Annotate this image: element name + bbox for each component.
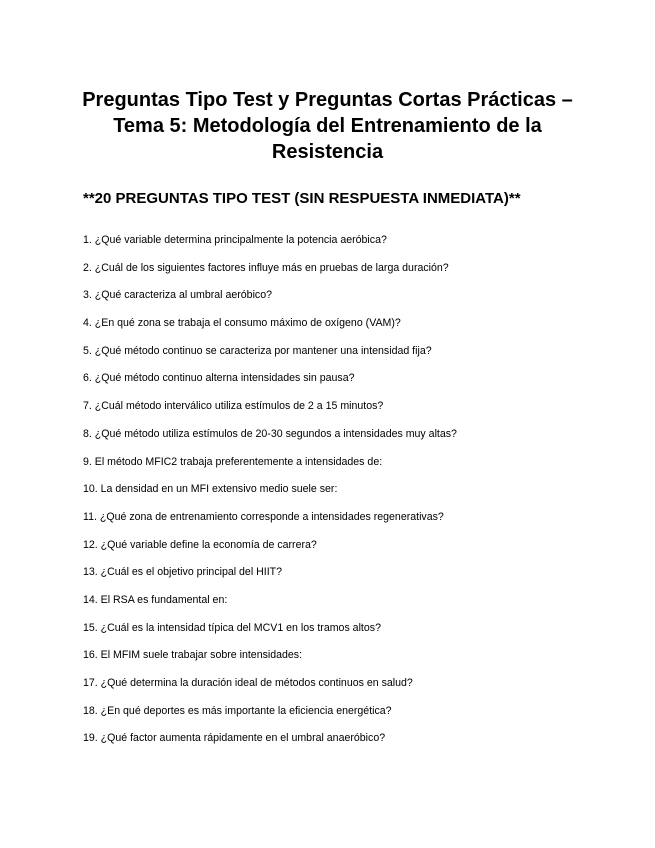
question-list [83,231,457,757]
question-item: 14. El RSA es fundamental en: [83,593,228,606]
question-item: 8. ¿Qué método utiliza estímulos de 20-30 segundos a intensidades muy altas? [83,427,457,440]
question-item: 17. ¿Qué determina la duración ideal de métodos continuos en salud? [83,677,413,689]
question-item: 3. ¿Qué caracteriza al umbral aeróbico? [83,289,273,302]
title-line: Resistencia [271,141,384,163]
question-item: 16. El MFIM suele trabajar sobre intensidades: [83,649,303,662]
question-item: 5. ¿Qué método continuo se caracteriza por mantener una intensidad fija? [83,344,432,357]
question-item: 6. ¿Qué método continuo alterna intensidades sin pausa? [83,372,355,385]
question-item: 15. ¿Cuál es la intensidad típica del MCV1 en los tramos altos? [83,621,381,634]
question-item: 11. ¿Qué zona de entrenamiento corresponde a intensidades regenerativas? [83,510,444,523]
document-title [60,87,595,165]
question-item: 19. ¿Qué factor aumenta rápidamente en el umbral anaeróbico? [83,732,386,745]
question-item: 10. La densidad en un MFI extensivo medio suele ser: [83,483,338,496]
question-item: 1. ¿Qué variable determina principalmente la potencia aeróbica? [83,234,387,246]
question-item: 12. ¿Qué variable define la economía de carrera? [83,538,317,551]
question-item: 13. ¿Cuál es el objetivo principal del HIIT? [83,566,283,579]
question-item: 9. El método MFIC2 trabaja preferentemente a intensidades de: [83,455,383,468]
question-item: 4. ¿En qué zona se trabaja el consumo máximo de oxígeno (VAM)? [83,317,401,330]
title-line: Tema 5: Metodología del Entrenamiento de la [113,115,542,137]
section-heading: **20 PREGUNTAS TIPO TEST (SIN RESPUESTA INMEDIATA)** [83,190,521,207]
question-item: 18. ¿En qué deportes es más importante la eficiencia energética? [83,704,392,717]
question-item: 7. ¿Cuál método interválico utiliza estímulos de 2 a 15 minutos? [83,400,384,413]
question-item: 2. ¿Cuál de los siguientes factores influye más en pruebas de larga duración? [83,261,449,274]
title-line: Preguntas Tipo Test y Preguntas Cortas Prácticas – [82,89,573,111]
